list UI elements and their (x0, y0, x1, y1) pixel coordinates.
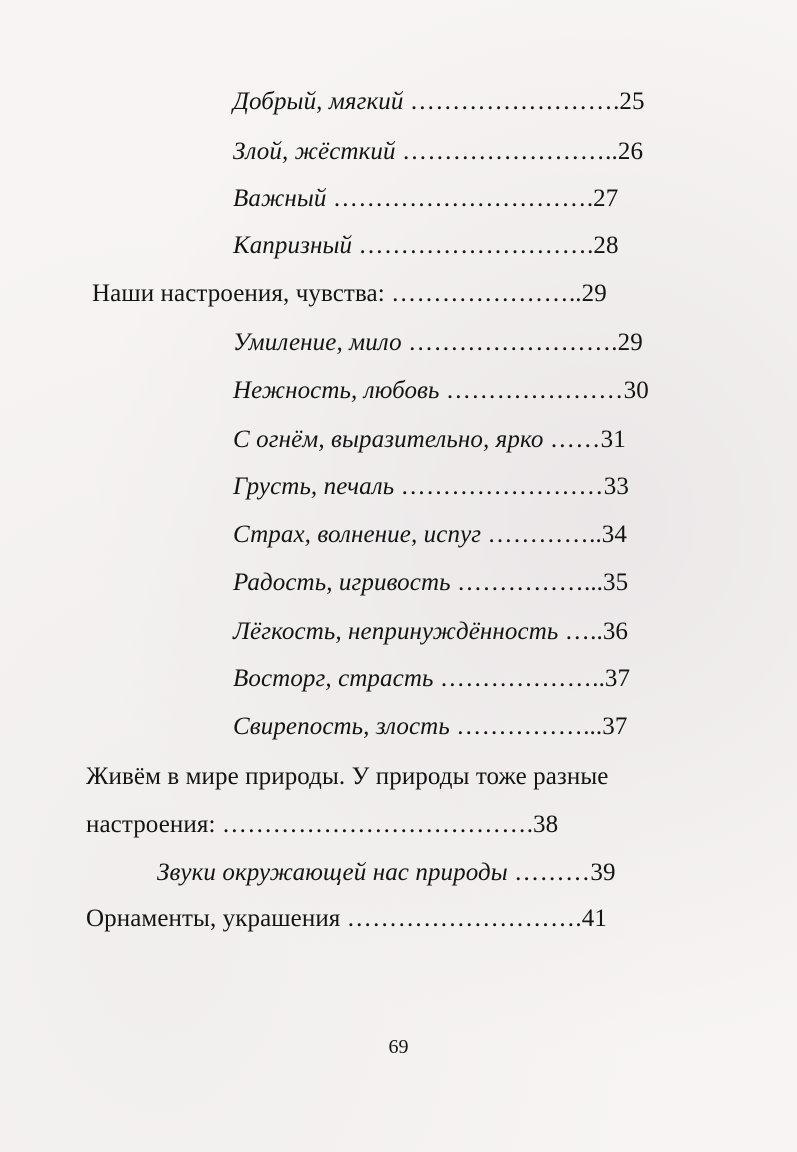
toc-entry-vostorg (233, 663, 630, 695)
toc-entry-label: настроения: (86, 811, 216, 838)
toc-leader-dots: ……………………………… (221, 811, 527, 838)
toc-leader-dots: …………………… (401, 138, 606, 165)
toc-leader-dots: …………………… (408, 329, 612, 356)
toc-entry-label: Нежность, любовь (233, 377, 440, 404)
toc-entry-umilenie (233, 327, 643, 359)
toc-section-priroda-line1 (86, 761, 608, 793)
toc-page-ref: 39 (590, 859, 616, 886)
toc-page-ref: .41 (575, 905, 607, 932)
toc-page-ref: .28 (587, 232, 619, 259)
toc-entry-nezhnost (233, 375, 649, 407)
toc-leader-dots: …………… (456, 569, 584, 596)
toc-page-ref: ..37 (592, 665, 631, 692)
toc-leader-dots: …………………… (400, 473, 604, 500)
toc-page-ref: 31 (600, 426, 626, 453)
toc-page-ref: .38 (526, 811, 559, 838)
toc-entry-label: Наши настроения, чувства: (92, 280, 385, 307)
toc-entry-label: Важный (233, 185, 327, 212)
toc-page-ref: ...37 (583, 713, 628, 740)
toc-entry-strakh (233, 519, 627, 551)
toc-entry-label: Звуки окружающей нас природы (157, 859, 508, 886)
toc-page-ref: ..36 (590, 618, 629, 645)
toc-page-ref: ..29 (568, 280, 607, 307)
toc-section-ornamenty (86, 903, 607, 935)
toc-entry-kaprizny (233, 230, 619, 262)
toc-leader-dots: … (564, 618, 591, 645)
toc-leader-dots: …………… (456, 713, 584, 740)
toc-leader-dots: ……………………… (358, 232, 588, 259)
toc-entry-label: Добрый, мягкий (233, 88, 404, 115)
toc-leader-dots: ………………… (445, 377, 624, 404)
toc-page-ref: 33 (603, 473, 629, 500)
toc-page-ref: ..26 (605, 138, 644, 165)
toc-entry-zloy (233, 136, 643, 168)
toc-entry-label: Восторг, страсть (233, 665, 434, 692)
toc-entry-label: Лёгкость, непринуждённость (233, 618, 559, 645)
toc-entry-vazhny (233, 183, 618, 215)
toc-entry-label: Умиление, мило (233, 329, 402, 356)
toc-leader-dots: ……………… (439, 665, 593, 692)
toc-leader-dots: …………………… (409, 88, 614, 115)
toc-entry-label: Радость, игривость (233, 569, 451, 596)
toc-page-ref: .27 (586, 185, 619, 212)
toc-entry-lyogkost (233, 616, 628, 648)
toc-entry-label: Грусть, печаль (233, 473, 395, 500)
toc-entry-label: С огнём, выразительно, ярко (233, 426, 544, 453)
toc-page-ref: ..34 (589, 521, 627, 548)
toc-page-ref: .25 (613, 88, 645, 115)
toc-entry-label: Злой, жёсткий (233, 138, 396, 165)
toc-entry-dobry (233, 86, 645, 118)
toc-page-ref: .29 (611, 329, 643, 356)
toc-entry-radost (233, 567, 628, 599)
toc-entry-svirepost (233, 711, 627, 743)
toc-entry-label: Свирепость, злость (233, 713, 450, 740)
toc-leader-dots: ………………… (391, 280, 569, 307)
toc-entry-label: Капризный (233, 232, 353, 259)
toc-leader-dots: …… (549, 426, 601, 453)
toc-section-priroda-line2 (86, 809, 558, 841)
toc-page-ref: 30 (623, 377, 649, 404)
toc-entry-s-ognyom (233, 424, 626, 456)
toc-leader-dots: ……… (514, 859, 591, 886)
toc-entry-label: Страх, волнение, испуг (233, 521, 482, 548)
toc-section-nastroeniya (92, 278, 607, 310)
toc-entry-label: Орнаменты, украшения (86, 905, 341, 932)
toc-entry-zvuki (157, 857, 616, 889)
toc-entry-grust (233, 471, 629, 503)
toc-page-ref: ...35 (583, 569, 629, 596)
toc-leader-dots: ………… (487, 521, 590, 548)
toc-entry-label: Живём в мире природы. У природы тоже разные (86, 763, 609, 790)
toc-leader-dots: ………………………… (332, 185, 587, 212)
page-number: 69 (388, 1036, 409, 1058)
toc-leader-dots: ……………………… (346, 905, 576, 932)
